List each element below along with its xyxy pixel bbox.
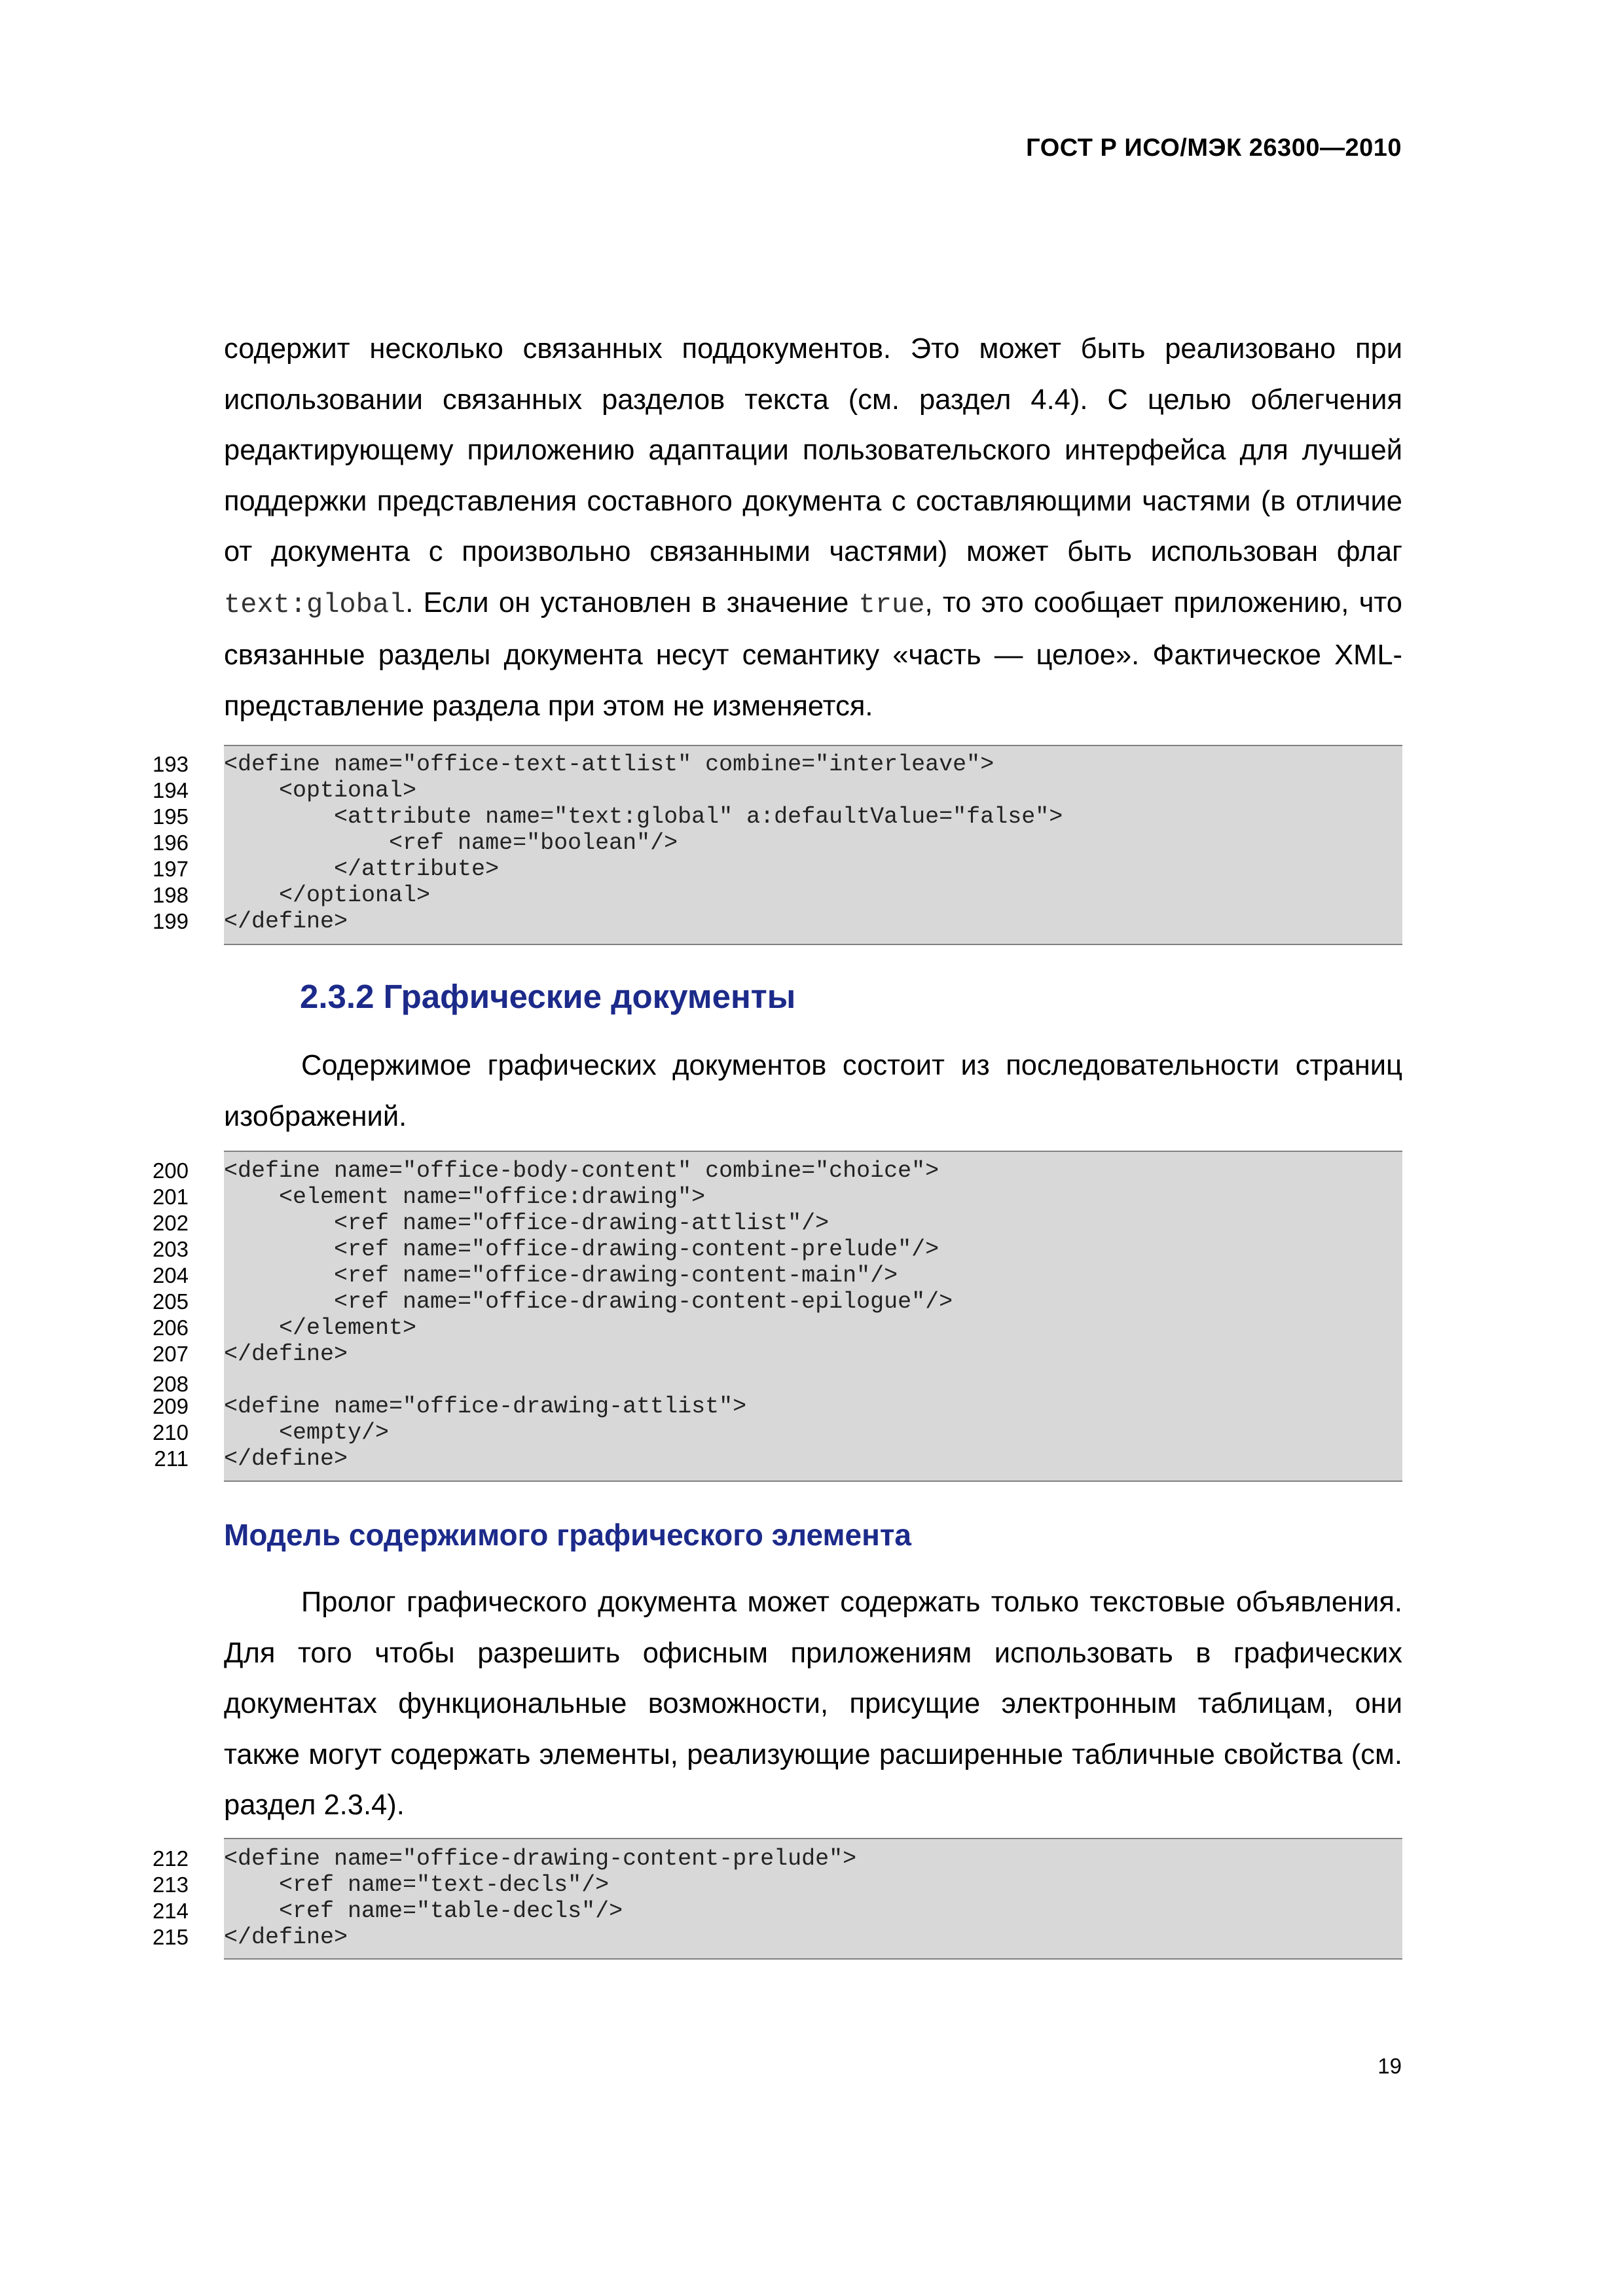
- section-heading: 2.3.2 Графические документы: [300, 978, 796, 1015]
- line-number: 206: [152, 1316, 189, 1340]
- line-number: 205: [152, 1289, 189, 1314]
- line-number: 208: [152, 1372, 189, 1396]
- page-number: 19: [1377, 2054, 1402, 2078]
- line-number: 212: [152, 1846, 189, 1871]
- line-number: 200: [152, 1158, 189, 1183]
- code-line: <attribute name="text:global" a:defaultValue="false">: [224, 804, 1063, 830]
- line-number: 204: [152, 1263, 189, 1287]
- line-number: 201: [152, 1185, 189, 1209]
- code-line: <define name="office-text-attlist" combine="interleave">: [224, 751, 994, 778]
- line-number: 213: [152, 1873, 189, 1897]
- code-line: <ref name="boolean"/>: [224, 830, 678, 856]
- body-paragraph: Содержимое графических документов состоит из последовательности страниц изображений.: [224, 1050, 1402, 1132]
- code-line: <define name="office-drawing-attlist">: [224, 1393, 747, 1420]
- body-paragraph: Пролог графического документа может содержать только текстовые объявления. Для того чтобы разрешить офисным приложениям использовать в графических документах функциональные возможности, присущие электронным таблицам, они также могут содержать элементы, реализующие расширенные табличные свойства (см. раздел 2.3.4).: [224, 1587, 1402, 1821]
- line-number: 196: [152, 831, 189, 855]
- line-number: 207: [152, 1342, 189, 1366]
- line-number: 197: [152, 857, 189, 881]
- code-line: </optional>: [224, 882, 431, 908]
- line-number: 202: [152, 1211, 189, 1235]
- code-line: <ref name="text-decls"/>: [224, 1872, 610, 1898]
- code-line: <ref name="office-drawing-content-main"/>: [224, 1263, 898, 1289]
- code-line: </define>: [224, 1341, 348, 1367]
- code-line: <ref name="office-drawing-content-epilogue"/>: [224, 1289, 953, 1315]
- paragraph-text: , то это сообщает приложению, что связанные разделы документа несут семантику «часть — целое». Фактическое XML-представление раздела при этом не изменяется.: [224, 586, 1402, 722]
- code-line: <ref name="table-decls"/>: [224, 1898, 623, 1924]
- paragraph-text: . Если он установлен в значение: [405, 586, 849, 619]
- code-line: <define name="office-drawing-content-prelude">: [224, 1846, 857, 1872]
- line-number: 209: [152, 1394, 189, 1418]
- code-line: <ref name="office-drawing-content-prelude"/>: [224, 1236, 939, 1263]
- page-header: ГОСТ Р ИСО/МЭК 26300—2010: [1026, 134, 1402, 162]
- code-line: </define>: [224, 1446, 348, 1472]
- line-number: 195: [152, 804, 189, 829]
- line-number: 199: [152, 909, 189, 933]
- line-number: 193: [152, 752, 189, 776]
- line-number: 194: [152, 778, 189, 802]
- code-line: <define name="office-body-content" combine="choice">: [224, 1158, 939, 1184]
- code-line: <empty/>: [224, 1420, 390, 1446]
- paragraph-text: содержит несколько связанных поддокументов. Это может быть реализовано при использовании связанных разделов текста (см. раздел 4.4). С целью облегчения редактирующему приложению адаптации пользовательского интерфейса для лучшей поддержки представления составного документа с составляющими частями (в отличие от документа с произвольно связанными частями) может быть использован флаг: [224, 333, 1402, 567]
- line-number: 210: [152, 1420, 189, 1444]
- line-number: 214: [152, 1899, 189, 1923]
- line-number: 203: [152, 1237, 189, 1261]
- line-number: 198: [152, 883, 189, 907]
- code-line: </element>: [224, 1315, 417, 1341]
- inline-code: text:global: [224, 588, 406, 620]
- body-paragraph: [224, 324, 1402, 732]
- code-line: </define>: [224, 1924, 348, 1950]
- sub-heading: Модель содержимого графического элемента: [224, 1518, 912, 1552]
- code-line: </attribute>: [224, 856, 500, 882]
- inline-code: true: [858, 588, 925, 620]
- code-line: <element name="office:drawing">: [224, 1184, 706, 1210]
- code-line: <ref name="office-drawing-attlist"/>: [224, 1210, 830, 1236]
- code-line: </define>: [224, 908, 348, 935]
- line-number: 215: [152, 1925, 189, 1949]
- code-line: <optional>: [224, 778, 417, 804]
- line-number: 211: [154, 1446, 189, 1471]
